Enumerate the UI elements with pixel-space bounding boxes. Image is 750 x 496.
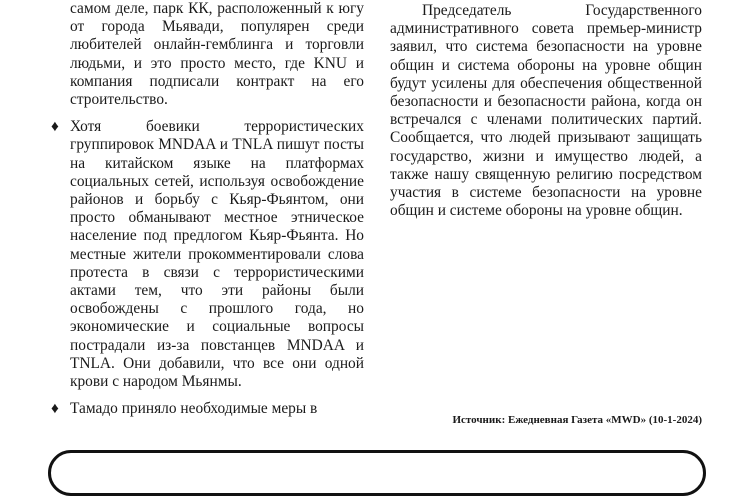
left-column xyxy=(50,0,364,418)
source-citation: Источник: Ежедневная Газета «MWD» (10-1-2024) xyxy=(452,414,702,426)
bordered-box-frame xyxy=(48,450,706,496)
bullet-diamond-icon: ♦ xyxy=(51,400,59,418)
right-paragraph: Председатель Государственного административного совета премьер-министр заявил, что система безопасности на уровне общин и система обороны на уровне общин будут усилены для обеспечения общественной безопасности и безопасности района, когда он встречался с членами политических партий. Сообщается, что людей призывают защищать государство, жизни и имущество людей, а также нашу священную религию посредством участия в системе безопасности на уровне общин и системе обороны на уровне общин. xyxy=(390,2,702,220)
bullet-diamond-icon: ♦ xyxy=(51,118,59,136)
bullet-item xyxy=(50,118,364,391)
bullet-text: Хотя боевики террористических группировок MNDAA и TNLA пишут посты на китайском языке на платформах социальных сетей, используя освобождение районов и борьбу с Кьяр-Фьянтом, они просто обманывают местное этническое население под предлогом Кьяр-Фьянта. Но местные жители прокомментировали слова протеста в связи с террористическими актами тем, что эти районы были освобождены с прошлого года, но экономические и социальные вопросы пострадали из-за повстанцев MNDAA и TNLA. Они добавили, что все они одной крови с народом Мьянмы. xyxy=(70,118,364,391)
bullet-text: Тамадо приняло необходимые меры в xyxy=(70,400,318,418)
bullet-item xyxy=(50,400,364,418)
right-column xyxy=(390,0,702,220)
left-continuation-paragraph: самом деле, парк КК, расположенный к югу от города Мьявади, популярен среди любителей онлайн-гемблинга и торговли людьми, и это просто место, где KNU и компания подписали контракт на его строительство. xyxy=(70,0,364,109)
